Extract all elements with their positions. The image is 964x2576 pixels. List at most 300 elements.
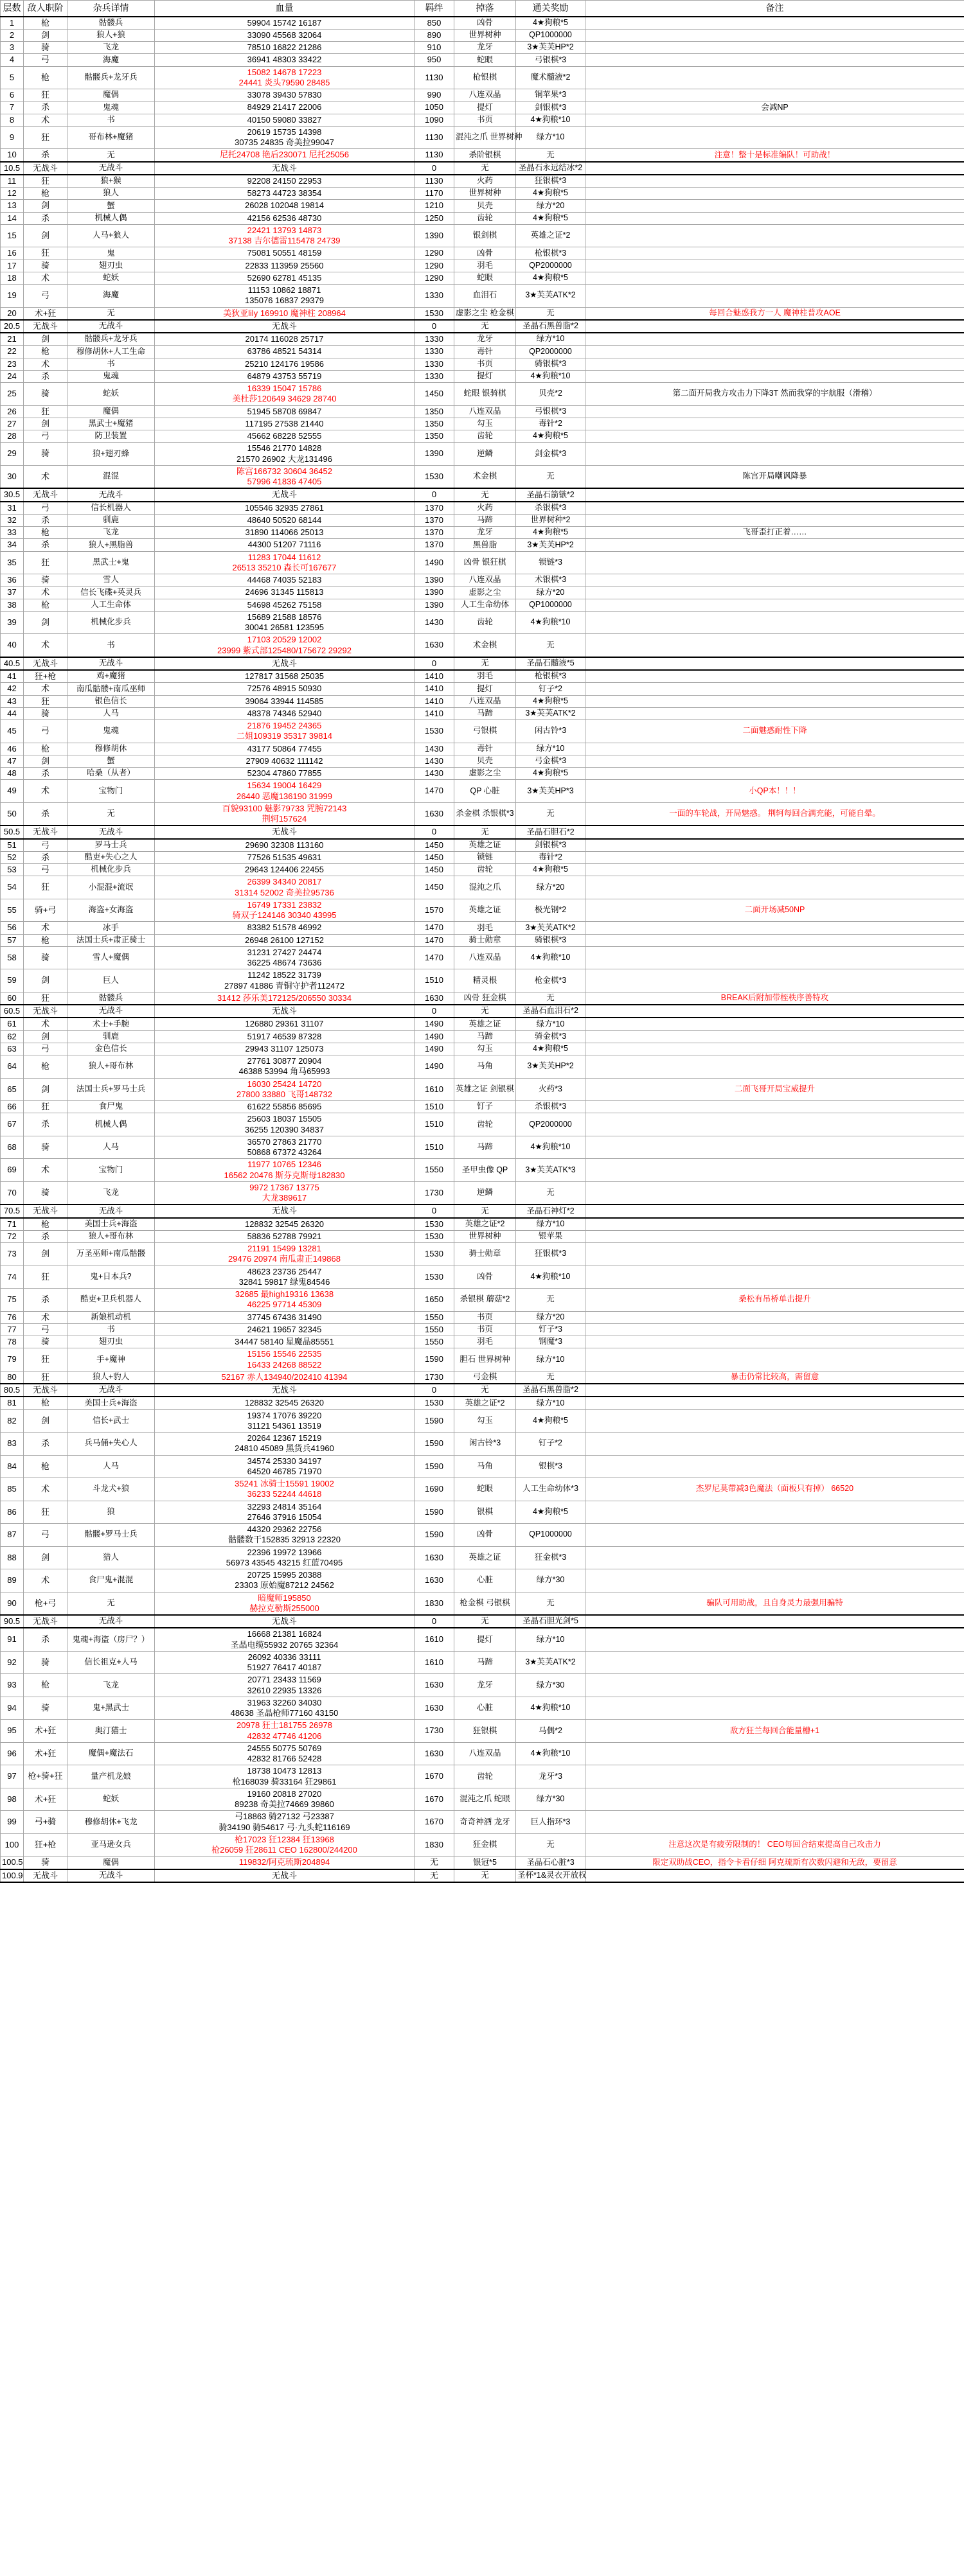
cell-bond: 1550 [415,1311,454,1323]
cell-note [585,200,964,212]
cell-bond: 1470 [415,780,454,803]
cell-floor: 22 [1,346,24,358]
cell-bond: 1670 [415,1788,454,1811]
cell-note [585,876,964,899]
cell-drop: 狂金棋 [454,1833,516,1857]
cell-hp: 105546 32935 27861 [155,502,415,515]
cell-floor: 82 [1,1409,24,1433]
cell-hp: 26399 34340 20817 31314 52002 奇美拉95736 [155,876,415,899]
cell-floor: 15 [1,224,24,247]
cell-reward: QP2000000 [516,260,585,272]
cell-note [585,743,964,755]
cell-mobs: 无 [67,1592,155,1615]
cell-class: 术 [24,358,67,370]
cell-reward: 狂金棋*3 [516,1546,585,1569]
table-row [1,1243,964,1266]
cell-mobs: 法国士兵+罗马士兵 [67,1078,155,1101]
cell-bond: 1210 [415,200,454,212]
cell-bond: 1410 [415,707,454,719]
cell-drop: 八连双晶 [454,1742,516,1765]
cell-hp: 75081 50551 48159 [155,247,415,260]
cell-class: 杀 [24,1628,67,1651]
table-row [1,89,964,101]
cell-bond: 1570 [415,899,454,922]
cell-hp: 24555 50775 50769 42832 81766 52428 [155,1742,415,1765]
cell-note [585,1136,964,1159]
table-row [1,54,964,66]
cell-reward: 骑银棋*3 [516,358,585,370]
table-row [1,1833,964,1857]
cell-floor: 48 [1,768,24,780]
table-row [1,126,964,149]
col-header-drop: 掉落 [454,1,516,17]
cell-hp: 33090 45568 32064 [155,29,415,41]
cell-note [585,320,964,333]
cell-reward: QP2000000 [516,346,585,358]
cell-reward: 术银棋*3 [516,574,585,587]
cell-floor: 20 [1,307,24,320]
cell-mobs: 蟹 [67,755,155,767]
cell-hp: 21876 19452 24365 二姐109319 35317 39814 [155,720,415,743]
cell-note [585,29,964,41]
cell-hp: 无战斗 [155,320,415,333]
cell-class: 狂 [24,405,67,418]
cell-drop: 无 [454,825,516,838]
table-row [1,1289,964,1312]
cell-floor: 28 [1,430,24,443]
cell-reward: 钉子*2 [516,1433,585,1456]
cell-floor: 13 [1,200,24,212]
cell-note: 陈宫开局嘲讽降暴 [585,465,964,488]
cell-bond: 1290 [415,247,454,260]
cell-note [585,1869,964,1882]
cell-note [585,1501,964,1524]
cell-floor: 17 [1,260,24,272]
cell-class: 狂 [24,1101,67,1113]
cell-note: 限定双助战CEO，指令卡看仔细 阿克琉斯有次数闪避和无敌，要留意 [585,1857,964,1869]
cell-note [585,17,964,30]
cell-floor: 12 [1,188,24,200]
cell-reward: 人工生命幼体*3 [516,1478,585,1501]
cell-reward: 无 [516,465,585,488]
cell-note [585,333,964,346]
cell-note [585,1628,964,1651]
cell-drop: 勾玉 [454,418,516,430]
cell-drop: 凶骨 [454,17,516,30]
cell-class: 剑 [24,224,67,247]
cell-note [585,212,964,224]
cell-reward: 圣晶石心脏*3 [516,1857,585,1869]
cell-hp: 34574 25330 34197 64520 46785 71970 [155,1455,415,1478]
cell-floor: 85 [1,1478,24,1501]
cell-bond: 1550 [415,1159,454,1182]
table-row [1,149,964,162]
cell-bond: 1590 [415,1455,454,1478]
cell-drop: 提灯 [454,101,516,114]
cell-reward: 圣晶石血泪石*2 [516,1005,585,1018]
cell-bond: 1630 [415,1742,454,1765]
cell-mobs: 海盗+女海盗 [67,899,155,922]
cell-hp: 31231 27427 24474 36225 48674 73636 [155,946,415,969]
cell-hp: 52304 47860 77855 [155,768,415,780]
cell-mobs: 无战斗 [67,1204,155,1217]
cell-mobs: 黑武士+鬼 [67,551,155,574]
cell-reward: QP1000000 [516,599,585,611]
cell-drop: 羽毛 [454,922,516,934]
cell-class: 杀 [24,212,67,224]
cell-floor: 54 [1,876,24,899]
cell-class: 杀 [24,539,67,551]
cell-drop: 英雄之证 [454,1546,516,1569]
cell-hp: 22396 19972 13966 56973 43545 43215 红蓝70495 [155,1546,415,1569]
cell-hp: 77526 51535 49631 [155,851,415,863]
cell-bond: 1170 [415,188,454,200]
cell-mobs: 书 [67,634,155,657]
cell-bond: 1430 [415,768,454,780]
cell-class: 骑 [24,260,67,272]
cell-class: 枪+骑+狂 [24,1765,67,1788]
cell-floor: 77 [1,1323,24,1336]
cell-reward: 闲古铃*3 [516,720,585,743]
cell-class: 剑 [24,29,67,41]
cell-reward: 世界树种*2 [516,514,585,526]
cell-drop: 无 [454,1615,516,1628]
cell-drop: 凶骨 [454,247,516,260]
cell-reward: 银棋*3 [516,1455,585,1478]
table-row [1,1230,964,1242]
cell-drop: 火药 [454,175,516,188]
cell-mobs: 鬼魂 [67,101,155,114]
cell-mobs: 无 [67,307,155,320]
cell-reward: 弓银棋*3 [516,405,585,418]
cell-bond: 1830 [415,1833,454,1857]
cell-drop: 无 [454,1384,516,1397]
cell-mobs: 无战斗 [67,1384,155,1397]
cell-bond: 1510 [415,1136,454,1159]
table-row [1,1218,964,1231]
cell-hp: 126880 29361 31107 [155,1018,415,1030]
cell-hp: 44300 51207 71116 [155,539,415,551]
cell-class: 杀 [24,1230,67,1242]
col-header-reward: 通关奖励 [516,1,585,17]
cell-drop: 毒针 [454,346,516,358]
cell-class: 骑 [24,1136,67,1159]
cell-reward: 杀银棋*3 [516,1101,585,1113]
cell-mobs: 信长机器人 [67,502,155,515]
cell-mobs: 无战斗 [67,320,155,333]
cell-reward: 圣晶石髓液*5 [516,657,585,670]
cell-class: 剑 [24,1030,67,1043]
cell-floor: 47 [1,755,24,767]
cell-drop: 凶骨 狂金棋 [454,992,516,1005]
cell-mobs: 美国士兵+海盗 [67,1218,155,1231]
cell-mobs: 飞龙 [67,1674,155,1697]
cell-bond: 1370 [415,514,454,526]
cell-reward: QP2000000 [516,1113,585,1136]
cell-drop: 人工生命幼体 [454,599,516,611]
cell-class: 枪 [24,527,67,539]
cell-floor: 67 [1,1113,24,1136]
cell-hp: 16749 17331 23832 骑双子124146 30340 43995 [155,899,415,922]
table-row [1,1720,964,1743]
cell-bond: 1350 [415,418,454,430]
cell-floor: 45 [1,720,24,743]
table-row [1,1371,964,1384]
cell-bond: 1470 [415,934,454,946]
cell-reward: 3★芙芙ATK*2 [516,285,585,308]
cell-hp: 百貌93100 魅影79733 咒腕72143 荆轲157624 [155,802,415,825]
cell-class: 弓 [24,1524,67,1547]
cell-note: 一面的车轮战，开局魅惑。 荆轲每回合满充能，可能自晕。 [585,802,964,825]
table-row [1,1651,964,1674]
cell-drop: 无 [454,162,516,175]
cell-class: 杀 [24,1113,67,1136]
cell-drop: 书页 [454,114,516,126]
cell-mobs: 信长+武士 [67,1409,155,1433]
cell-drop: 马角 [454,1455,516,1478]
cell-bond: 1550 [415,1336,454,1348]
cell-drop: 黑兽脂 [454,539,516,551]
cell-reward: 钉子*3 [516,1323,585,1336]
cell-floor: 16 [1,247,24,260]
cell-mobs: 鬼魂+海盗（房尸？） [67,1628,155,1651]
cell-bond: 1630 [415,634,454,657]
cell-floor: 46 [1,743,24,755]
cell-hp: 11153 10862 18871 135076 16837 29379 [155,285,415,308]
cell-reward: 毒针*2 [516,851,585,863]
cell-hp: 无战斗 [155,1005,415,1018]
cell-drop: 马蹄 [454,1651,516,1674]
cell-reward: 龙牙*3 [516,1765,585,1788]
cell-mobs: 人马+狼人 [67,224,155,247]
cell-mobs: 手+魔神 [67,1348,155,1372]
cell-reward: 弓银棋*3 [516,54,585,66]
cell-class: 杀 [24,149,67,162]
cell-class: 骑 [24,574,67,587]
table-row [1,1869,964,1882]
cell-hp: 弓18863 骑27132 弓23387 骑34190 骑54617 弓·九头蛇116169 [155,1811,415,1834]
cell-drop: 羽毛 [454,1336,516,1348]
cell-floor: 99 [1,1811,24,1834]
cell-drop: 虚影之尘 枪金棋 [454,307,516,320]
cell-bond: 1430 [415,755,454,767]
cell-note: 杰罗尼莫带减3色魔法（面板只有掉） 66520 [585,1478,964,1501]
cell-reward: 绿方*10 [516,1348,585,1372]
cell-mobs: 美国士兵+海盗 [67,1397,155,1409]
cell-floor: 51 [1,839,24,852]
cell-bond: 0 [415,488,454,501]
cell-note [585,1336,964,1348]
cell-note [585,405,964,418]
cell-note [585,1546,964,1569]
cell-class: 骑 [24,1181,67,1204]
cell-note [585,1409,964,1433]
cell-reward: 枪金棋*3 [516,969,585,992]
cell-drop: 世界树种 [454,188,516,200]
cell-class: 术 [24,1569,67,1592]
cell-floor: 19 [1,285,24,308]
cell-hp: 无战斗 [155,488,415,501]
cell-hp: 64879 43753 55719 [155,370,415,382]
cell-hp: 15689 21588 18576 30041 26581 123595 [155,611,415,634]
cell-drop: 齿轮 [454,1765,516,1788]
cell-hp: 27909 40632 111142 [155,755,415,767]
cell-reward: 4★狗粮*10 [516,946,585,969]
cell-drop: 逆鳞 [454,443,516,466]
cell-reward: 4★狗粮*5 [516,188,585,200]
table-row [1,465,964,488]
cell-class: 枪+弓 [24,1592,67,1615]
cell-hp: 20264 12367 15219 24810 45089 黑货兵41960 [155,1433,415,1456]
table-row [1,1005,964,1018]
cell-reward: 狂银棋*3 [516,1243,585,1266]
table-row [1,1811,964,1834]
cell-reward: 4★狗粮*10 [516,1697,585,1720]
cell-hp: 117195 27538 21440 [155,418,415,430]
cell-bond: 1590 [415,1348,454,1372]
cell-hp: 29643 124406 22455 [155,864,415,876]
table-row [1,1030,964,1043]
cell-reward: 绿方*30 [516,1674,585,1697]
cell-bond: 1410 [415,683,454,695]
cell-bond: 1370 [415,502,454,515]
cell-drop: 提灯 [454,683,516,695]
cell-note [585,851,964,863]
cell-drop: 马蹄 [454,514,516,526]
cell-mobs: 飞龙 [67,42,155,54]
cell-floor: 26 [1,405,24,418]
cell-class: 剑 [24,333,67,346]
cell-hp: 51945 58708 69847 [155,405,415,418]
cell-hp: 24696 31345 115813 [155,587,415,599]
cell-note [585,1113,964,1136]
cell-drop: 凶骨 [454,1266,516,1289]
cell-bond: 1130 [415,66,454,89]
cell-mobs: 书 [67,358,155,370]
cell-class: 狂 [24,1266,67,1289]
cell-floor: 84 [1,1455,24,1478]
cell-hp: 枪17023 狂12384 狂13968 枪26059 狂28611 CEO 162800/244200 [155,1833,415,1857]
cell-reward: 4★狗粮*5 [516,1501,585,1524]
cell-reward: 无 [516,992,585,1005]
cell-bond: 910 [415,42,454,54]
cell-bond: 1530 [415,465,454,488]
cell-drop: 书页 [454,1311,516,1323]
cell-class: 术 [24,1159,67,1182]
cell-bond: 1390 [415,443,454,466]
cell-class: 狂 [24,1501,67,1524]
cell-mobs: 鬼+黑武士 [67,1697,155,1720]
table-row [1,611,964,634]
cell-note [585,1788,964,1811]
table-row [1,346,964,358]
cell-floor: 4 [1,54,24,66]
cell-class: 弓 [24,839,67,852]
cell-bond: 1490 [415,1018,454,1030]
table-row [1,707,964,719]
cell-note: 二面魅惑耐性下降 [585,720,964,743]
cell-class: 术 [24,634,67,657]
table-row [1,634,964,657]
cell-mobs: 驯鹿 [67,514,155,526]
cell-drop: 蛇眼 [454,1478,516,1501]
cell-bond: 0 [415,1005,454,1018]
cell-drop: 凶骨 银狂棋 [454,551,516,574]
col-header-mobs: 杂兵详情 [67,1,155,17]
cell-reward: 无 [516,802,585,825]
cell-floor: 44 [1,707,24,719]
cell-bond: 1590 [415,1409,454,1433]
cell-class: 术+狂 [24,307,67,320]
cell-reward: 骑银棋*3 [516,934,585,946]
cell-reward: 马偶*2 [516,1720,585,1743]
cell-drop: 混沌之爪 [454,876,516,899]
table-row [1,42,964,54]
cell-reward: 英雄之证*2 [516,224,585,247]
cell-hp: 尼托24708 艳后230071 尼托25056 [155,149,415,162]
table-row [1,1348,964,1372]
cell-hp: 83382 51578 46992 [155,922,415,934]
cell-mobs: 穆修胡休 [67,743,155,755]
cell-class: 剑 [24,1546,67,1569]
cell-bond: 0 [415,162,454,175]
cell-hp: 127817 31568 25035 [155,670,415,683]
cell-reward: 4★狗粮*5 [516,695,585,707]
cell-floor: 65 [1,1078,24,1101]
cell-hp: 39064 33944 114585 [155,695,415,707]
cell-bond: 1130 [415,126,454,149]
cell-mobs: 狼人 [67,188,155,200]
cell-drop: 齿轮 [454,611,516,634]
cell-drop: 无 [454,1204,516,1217]
cell-mobs: 小混混+流氓 [67,876,155,899]
cell-drop: 骑士勋章 [454,1243,516,1266]
cell-floor: 60 [1,992,24,1005]
cell-class: 无战斗 [24,162,67,175]
cell-mobs: 骷髅兵 [67,992,155,1005]
cell-bond: 1830 [415,1592,454,1615]
table-row [1,502,964,515]
cell-note [585,1348,964,1372]
cell-class: 术+狂 [24,1788,67,1811]
cell-note [585,551,964,574]
cell-drop: 凶骨 [454,1524,516,1547]
cell-drop: 龙牙 [454,42,516,54]
cell-class: 狂 [24,247,67,260]
table-row [1,839,964,852]
table-row [1,285,964,308]
cell-note [585,946,964,969]
cell-drop: 骑士勋章 [454,934,516,946]
cell-note [585,1218,964,1231]
cell-hp: 128832 32545 26320 [155,1218,415,1231]
cell-reward: 4★狗粮*10 [516,1136,585,1159]
cell-drop: 心脏 [454,1569,516,1592]
cell-class: 枪 [24,17,67,30]
cell-floor: 5 [1,66,24,89]
cell-note: 桑松有吊桥单击提升 [585,1289,964,1312]
table-row [1,864,964,876]
cell-floor: 81 [1,1397,24,1409]
cell-reward: QP1000000 [516,29,585,41]
cell-floor: 49 [1,780,24,803]
cell-drop: 龙牙 [454,333,516,346]
cell-note [585,260,964,272]
cell-floor: 95 [1,1720,24,1743]
cell-floor: 93 [1,1674,24,1697]
cell-class: 术 [24,683,67,695]
table-row [1,1592,964,1615]
